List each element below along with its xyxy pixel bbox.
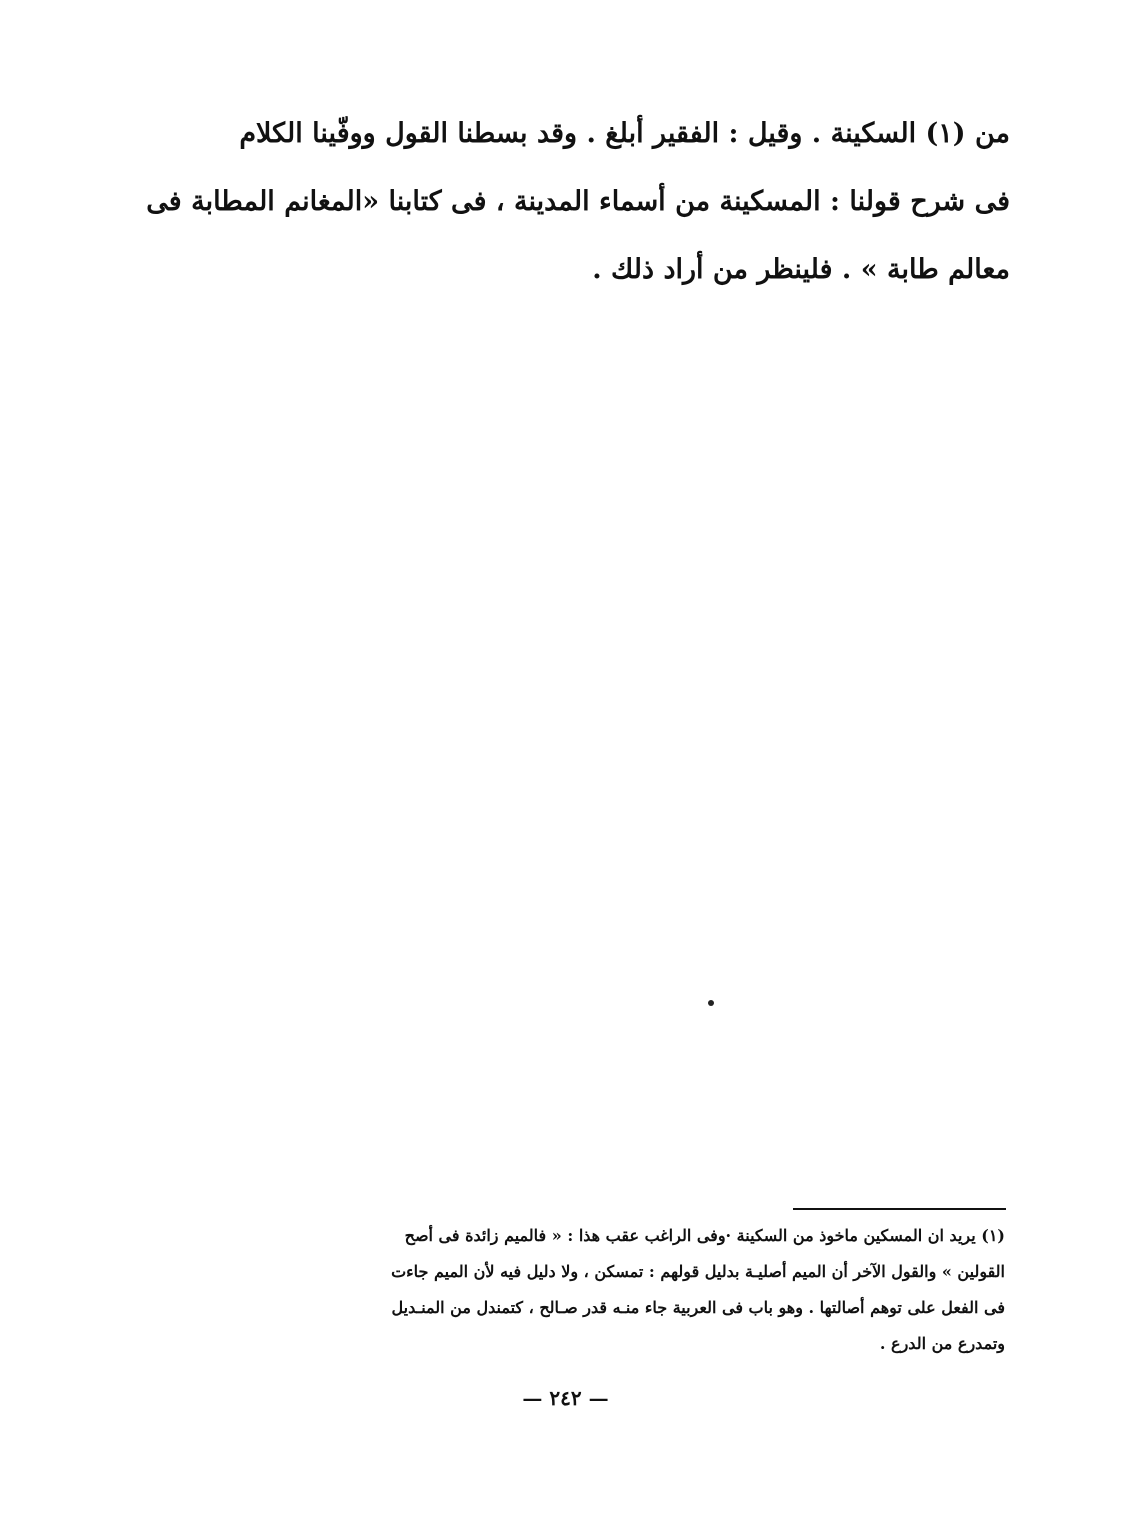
footnote-line: (١) يريد ان المسكين ماخوذ من السكينة ·وفى الراغب عقب هذا : « فالميم زائدة فى أصح xyxy=(404,1226,1005,1245)
page-number: — ٢٤٢ — xyxy=(522,1386,609,1410)
ink-speck xyxy=(708,1000,714,1006)
footnote xyxy=(135,1218,1005,1362)
main-text-line: معالم طابة » . فلينظر من أراد ذلك . xyxy=(592,254,1010,285)
main-text-line: فى شرح قولنا : المسكينة من أسماء المدينة ، فى كتابنا «المغانم المطابة فى xyxy=(146,186,1010,217)
footnote-separator xyxy=(793,1208,1006,1210)
main-text xyxy=(130,100,1010,304)
footnote-line: فى الفعل على توهم أصالتها . وهو باب فى العربية جاء منـه قدر صـالح ، كتمندل من المنـديل xyxy=(391,1298,1005,1317)
footnote-line: وتمدرع من الدرع . xyxy=(879,1334,1005,1353)
footnote-line: القولين » والقول الآخر أن الميم أصليـة بدليل قولهم : تمسكن ، ولا دليل فيه لأن الميم جاءت xyxy=(391,1262,1005,1281)
main-text-line: من (١) السكينة . وقيل : الفقير أبلغ . وقد بسطنا القول ووفّينا الكلام xyxy=(239,118,1010,149)
